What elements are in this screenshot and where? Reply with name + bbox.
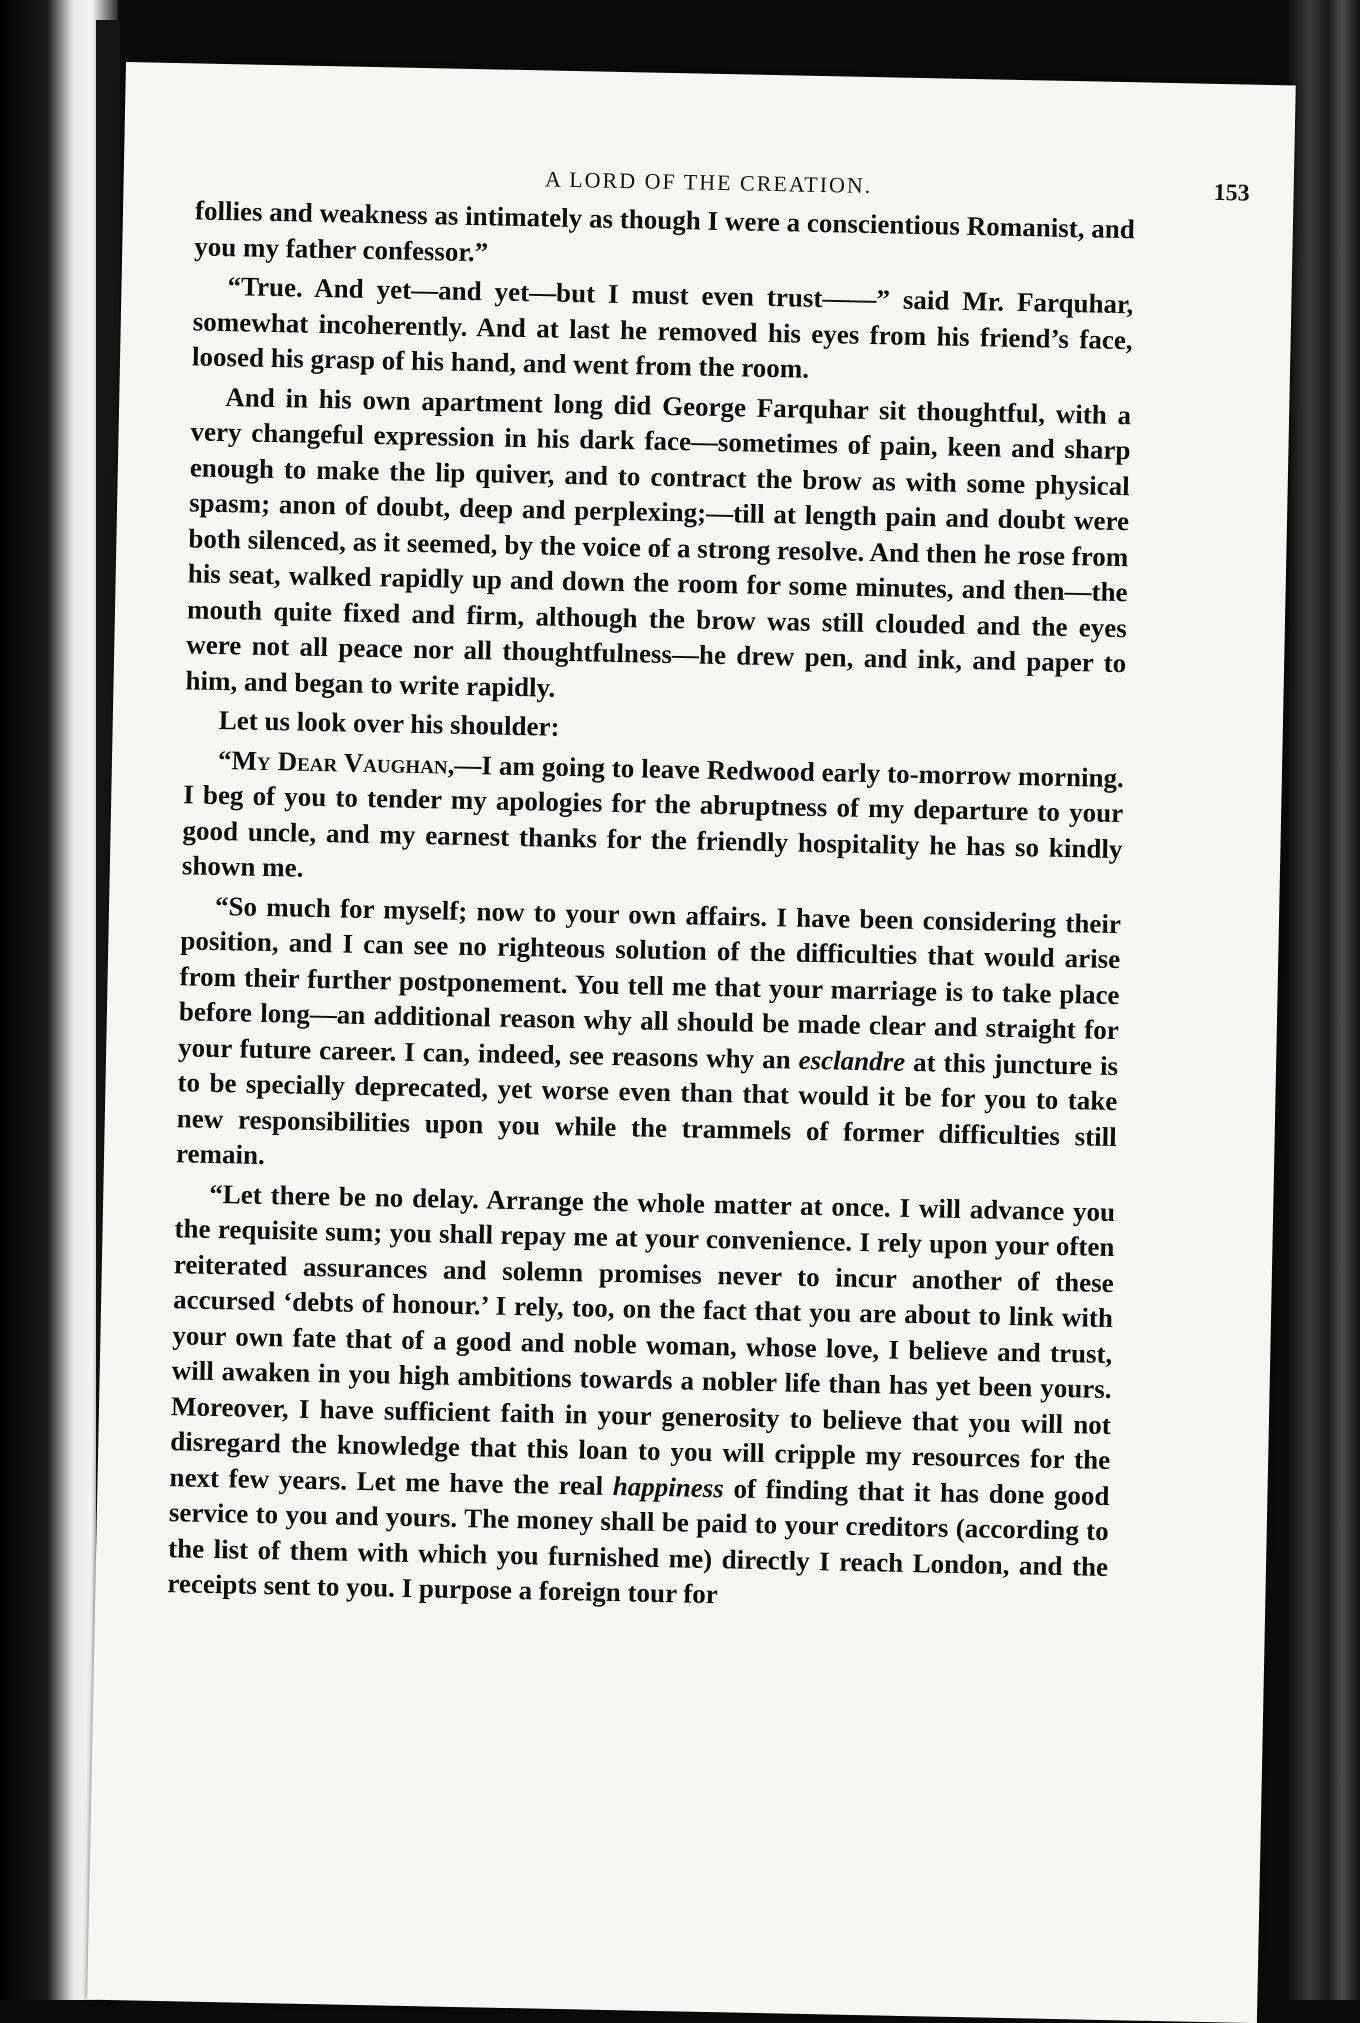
page-number: 153 bbox=[1213, 179, 1250, 207]
letter-salutation: “My Dear Vaughan, bbox=[217, 744, 455, 780]
paragraph bbox=[167, 1176, 1115, 1621]
paragraph: “True. And yet—and yet—but I must even trust——” said Mr. Farquhar, somewhat incoherently. And at last he removed his eyes from his friend’s face, loosed his grasp of his hand, and went from the room. bbox=[191, 271, 1134, 384]
letter-opening-text: —I am going to leave Redwood early to-morrow morning. I beg of you to tender my apologies for the abruptness of my departure to your good uncle, and my earnest thanks for the friendly hospitality he has so kindly shown me. bbox=[181, 749, 1125, 883]
body-text bbox=[167, 193, 1135, 1624]
paragraph-text: “Let there be no delay. Arrange the whole matter at once. I will advance you the requisite sum; you shall repay me at your convenience. I rely upon your often reiterated assurances and solemn promises never to incur another of these accursed ‘debts of honour.’ I rely, too, on the fact that you are about to link with your own fate that of a good and noble woman, whose love, I believe and trust, will awaken in you high ambitions towards a nobler life than has yet been yours. Moreover, I have sufficient faith in your generosity to believe that you will not disregard the knowledge that this loan to you will cripple my resources for the next few years. Let me have the real bbox=[169, 1178, 1116, 1501]
paragraph-text: of finding that it has done good service to you and yours. The money shall be paid to your creditors (according to the list of them with which you furnished me) directly I reach London, and the receipts sent to you. I purpose a foreign tour for bbox=[167, 1472, 1110, 1610]
italic-word: esclandre bbox=[798, 1044, 906, 1077]
book-page bbox=[87, 62, 1296, 2023]
italic-word: happiness bbox=[612, 1470, 725, 1503]
paragraph: follies and weakness as intimately as though I were a conscientious Romanist, and you my father confessor.” bbox=[194, 195, 1136, 267]
paragraph-text: at this juncture is to be specially deprecated, yet worse even than that would it be for you to take new responsibilities upon you while the trammels of former difficulties still remain. bbox=[175, 1046, 1119, 1171]
running-head: A LORD OF THE CREATION. bbox=[544, 166, 873, 199]
paragraph: Let us look over his shoulder: bbox=[218, 704, 560, 742]
book-page-edges bbox=[1288, 0, 1360, 2000]
paragraph: And in his own apartment long did George Farquhar sit thoughtful, with a very changeful expression in his dark face—sometimes of pain, keen and sharp enough to make the lip quiver, and to contract the brow as with some physical spasm; anon of doubt, deep and perplexing;—till at length pain and doubt were both silenced, as it seemed, by the voice of a strong resolve. And then he rose from his seat, walked rapidly up and down the room for some minutes, and then—the mouth quite fixed and firm, although the brow was still clouded and the eyes were not all peace nor all thoughtfulness—he drew pen, and ink, and paper to him, and began to write rapidly. bbox=[185, 381, 1132, 703]
paragraph bbox=[176, 888, 1122, 1191]
letter-opening-paragraph bbox=[182, 742, 1125, 903]
paragraph-text: “So much for myself; now to your own affairs. I have been considering their position, and I can see no righteous solution of the difficulties that would arise from their further postponement. You tell me that your marriage is to take place before long—an additional reason why all should be made clear and straight for your future career. I can, indeed, see reasons why an bbox=[177, 890, 1122, 1075]
